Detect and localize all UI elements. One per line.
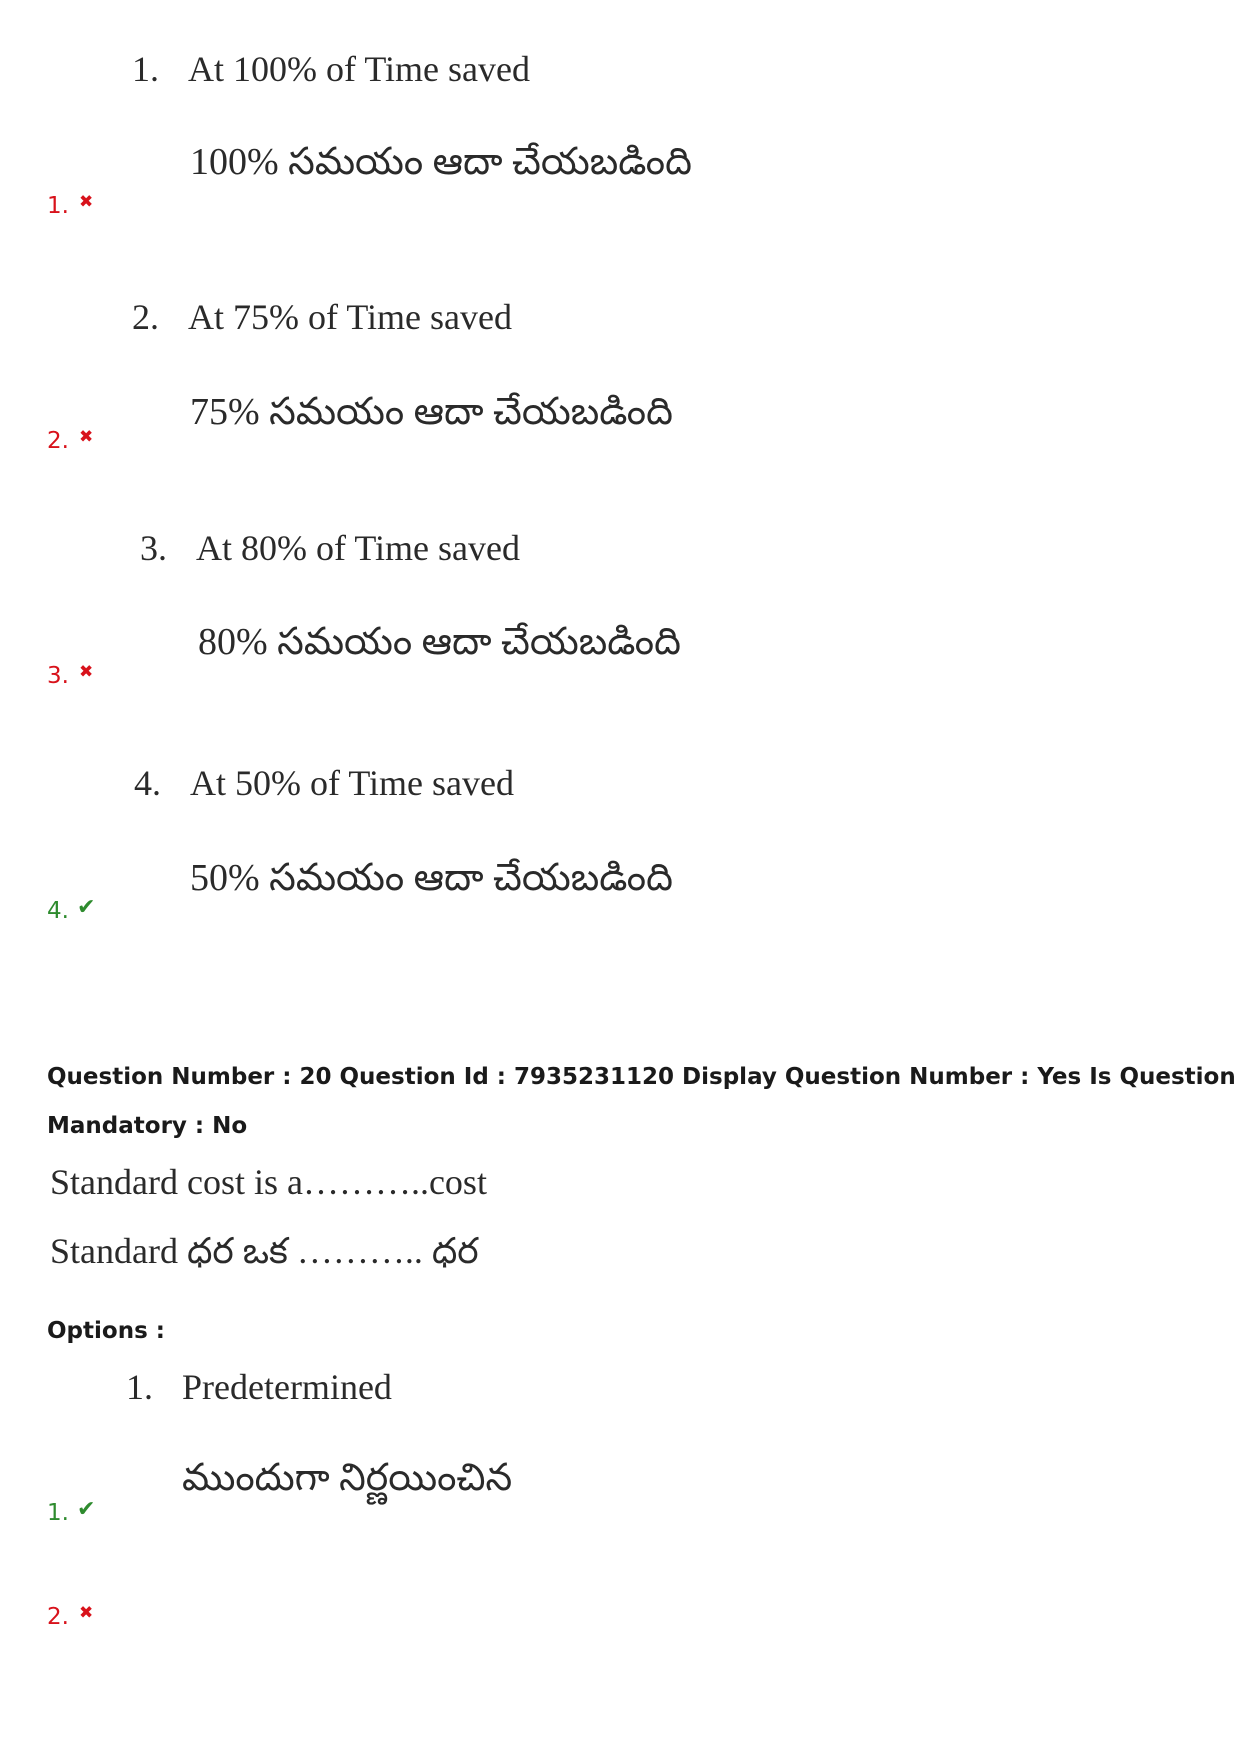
option-2-marker: 2. ✖ bbox=[47, 1603, 94, 1630]
cross-icon: ✖ bbox=[78, 427, 94, 447]
prev-option-4-telugu: 50% సమయం ఆదా చేయబడింది bbox=[190, 857, 673, 899]
question-mandatory: Mandatory : No bbox=[47, 1113, 248, 1139]
option-1-marker: 1. ✔ bbox=[47, 1497, 96, 1526]
prev-option-2-number: 2. bbox=[132, 297, 159, 337]
prev-option-1-marker: 1. ✖ bbox=[47, 192, 94, 219]
option-1-number: 1. bbox=[126, 1367, 153, 1407]
prev-option-4-english: 4. At 50% of Time saved bbox=[134, 763, 514, 803]
cross-icon: ✖ bbox=[78, 192, 94, 212]
prev-option-1-number: 1. bbox=[132, 49, 159, 89]
cross-icon: ✖ bbox=[78, 1603, 94, 1623]
prev-option-2-english: 2. At 75% of Time saved bbox=[132, 297, 512, 337]
cross-icon: ✖ bbox=[78, 662, 94, 682]
option-1-english: 1. Predetermined bbox=[126, 1367, 392, 1407]
check-icon: ✔ bbox=[76, 1497, 96, 1522]
question-header: Question Number : 20 Question Id : 7935231120 Display Question Number : Yes Is Question bbox=[47, 1064, 1236, 1090]
prev-option-3-number: 3. bbox=[140, 528, 167, 568]
question-text-english: Standard cost is a………..cost bbox=[50, 1162, 487, 1202]
prev-option-2-telugu: 75% సమయం ఆదా చేయబడింది bbox=[190, 391, 673, 433]
prev-option-3-telugu: 80% సమయం ఆదా చేయబడింది bbox=[198, 621, 681, 663]
prev-option-4-number: 4. bbox=[134, 763, 161, 803]
prev-option-3-marker: 3. ✖ bbox=[47, 662, 94, 689]
prev-option-3-english: 3. At 80% of Time saved bbox=[140, 528, 520, 568]
prev-option-1-english: 1. At 100% of Time saved bbox=[132, 49, 530, 89]
options-label: Options : bbox=[47, 1318, 165, 1344]
prev-option-1-telugu: 100% సమయం ఆదా చేయబడింది bbox=[190, 141, 692, 183]
prev-option-4-marker: 4. ✔ bbox=[47, 895, 96, 924]
question-text-telugu: Standard ధర ఒక ……….. ధర bbox=[50, 1231, 479, 1271]
prev-option-2-marker: 2. ✖ bbox=[47, 427, 94, 454]
check-icon: ✔ bbox=[76, 895, 96, 920]
option-1-telugu: ముందుగా నిర్ణయించిన bbox=[182, 1457, 513, 1499]
